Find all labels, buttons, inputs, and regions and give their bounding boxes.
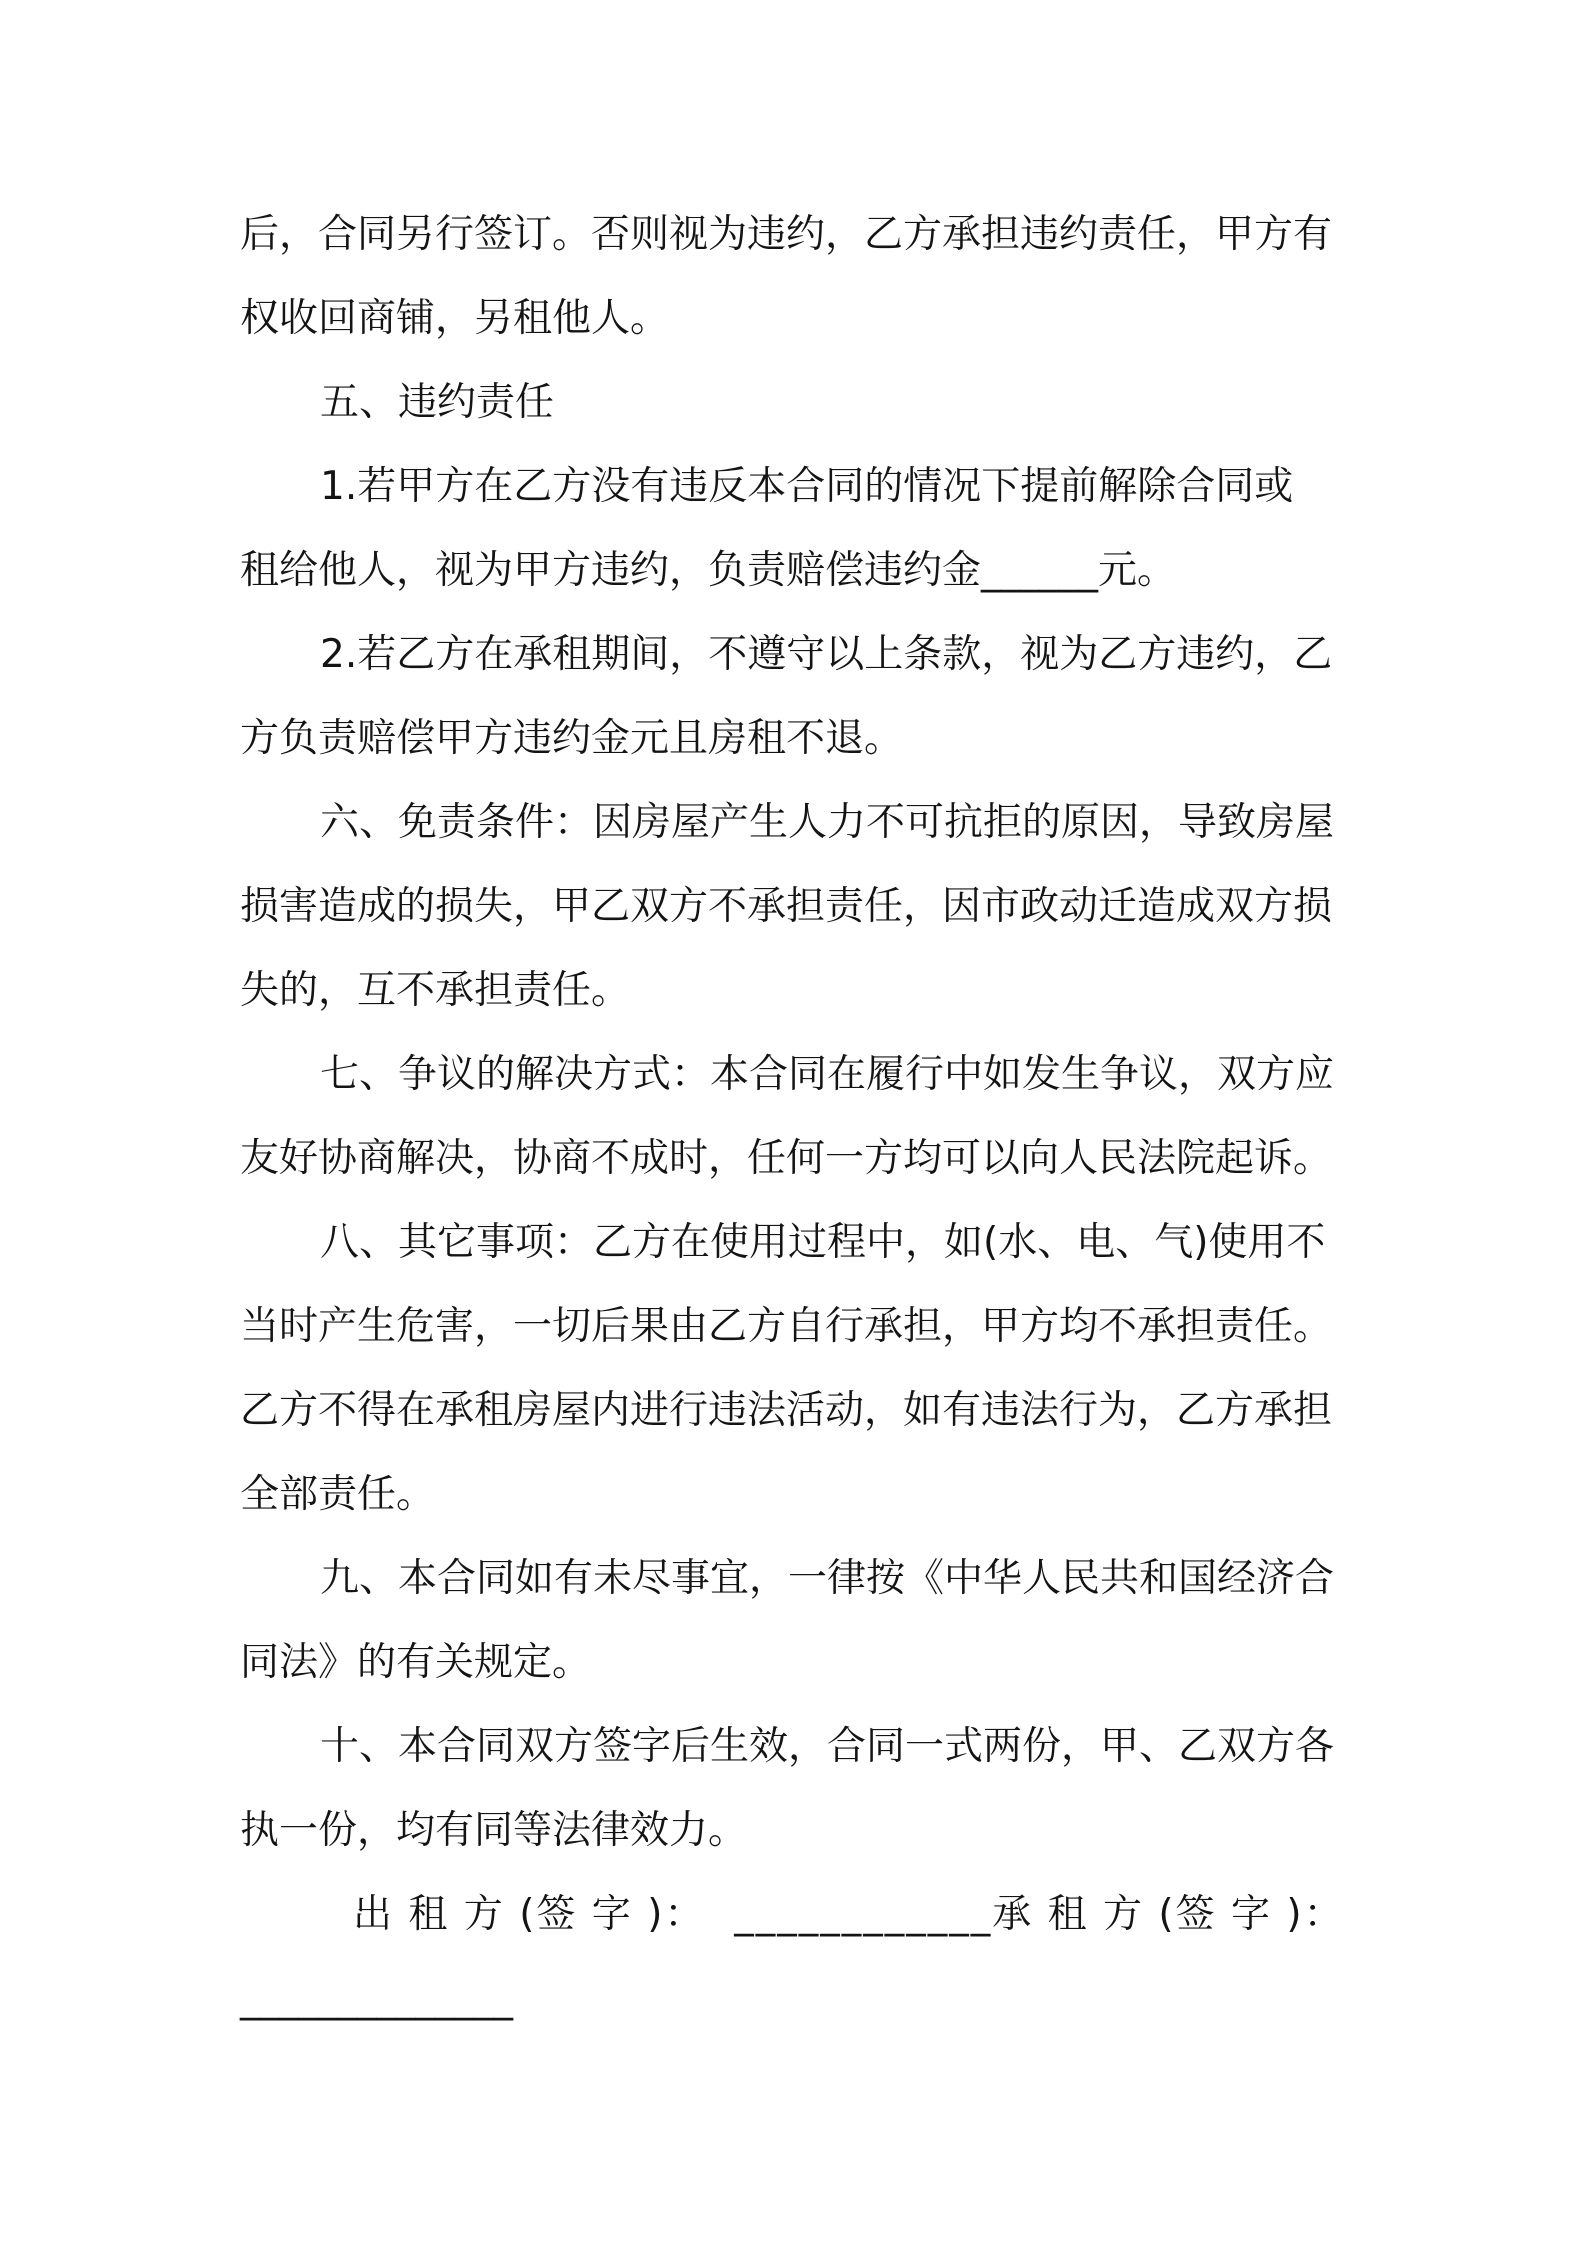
text-line: 当时产生危害，一切后果由乙方自行承担，甲方均不承担责任。: [240, 1304, 1333, 1349]
text-line: 七、争议的解决方式：本合同在履行中如发生争议，双方应: [320, 1052, 1335, 1097]
text-line: 全部责任。: [240, 1472, 436, 1517]
text-line: 1.若甲方在乙方没有违反本合同的情况下提前解除合同或: [320, 464, 1294, 509]
document-body: [240, 193, 1360, 2041]
signature-line: 出 租 方 (签 字 )： ____________承 租 方 (签 字 )：: [353, 1892, 1345, 1937]
text-line: 损害造成的损失，甲乙双方不承担责任，因市政动迁造成双方损: [240, 884, 1333, 929]
text-line: 八、其它事项：乙方在使用过程中，如(水、电、气)使用不: [320, 1220, 1326, 1265]
paragraph: [240, 1033, 1360, 1201]
text-line: 后，合同另行签订。否则视为违约，乙方承担违约责任，甲方有: [240, 212, 1333, 257]
text-line: 权收回商铺，另租他人。: [240, 296, 670, 341]
paragraph: [240, 1537, 1360, 1705]
text-line: 九、本合同如有未尽事宜，一律按《中华人民共和国经济合: [320, 1556, 1335, 1601]
signature-blank: ______________: [240, 1976, 513, 2021]
paragraph: [240, 781, 1360, 1033]
text-line: 执一份，均有同等法律效力。: [240, 1808, 748, 1853]
text-line: 同法》的有关规定。: [240, 1640, 592, 1685]
text-line: 失的，互不承担责任。: [240, 968, 631, 1013]
text-line: 租给他人，视为甲方违约，负责赔偿违约金______元。: [240, 548, 1177, 593]
text-line: 五、违约责任: [320, 380, 555, 425]
paragraph: [240, 193, 1360, 361]
text-line: 友好协商解决，协商不成时，任何一方均可以向人民法院起诉。: [240, 1136, 1333, 1181]
text-line: 六、免责条件：因房屋产生人力不可抗拒的原因，导致房屋: [320, 800, 1335, 845]
text-line: 十、本合同双方签字后生效，合同一式两份，甲、乙双方各: [320, 1724, 1335, 1769]
paragraph: [240, 1705, 1360, 1873]
paragraph: [240, 613, 1360, 781]
paragraph: [240, 361, 1360, 445]
text-line: 方负责赔偿甲方违约金元且房租不退。: [240, 716, 904, 761]
paragraph: [240, 1201, 1360, 1537]
text-line: 乙方不得在承租房屋内进行违法活动，如有违法行为，乙方承担: [240, 1388, 1333, 1433]
paragraph: [240, 445, 1360, 613]
text-line: 2.若乙方在承租期间，不遵守以上条款，视为乙方违约，乙: [320, 632, 1333, 677]
